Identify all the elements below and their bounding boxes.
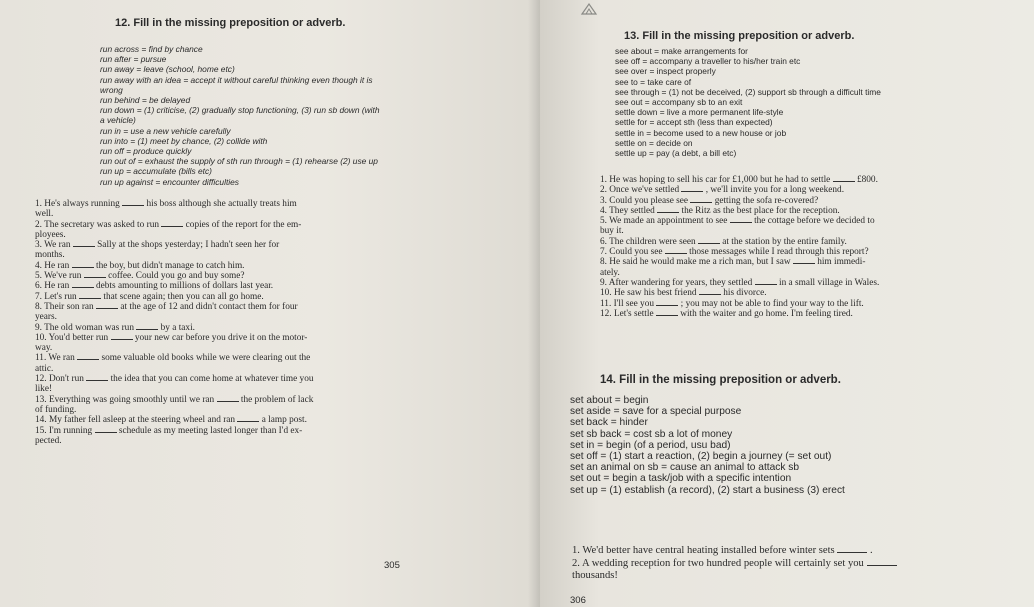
definition-line: set an animal on sb = cause an animal to attack sb	[570, 462, 800, 474]
answer-blank[interactable]	[161, 225, 183, 227]
exercise-line	[572, 558, 897, 571]
exercise-line	[600, 268, 879, 278]
sentence-text: 9. After wandering for years, they settled	[600, 277, 753, 288]
exercise-line	[35, 281, 314, 291]
sentence-text: copies of the report for the em-	[185, 219, 302, 230]
sentence-text: .	[869, 545, 873, 556]
definition-line: set sb back = cost sb a lot of money	[570, 428, 733, 440]
sentence-text: the boy, but didn't manage to catch him.	[96, 260, 245, 271]
exercise-line	[35, 374, 314, 384]
sentence-text: schedule as my meeting lasted longer than I'd ex-	[118, 425, 303, 436]
sentence-text: years.	[35, 312, 57, 323]
sentence-text: thousands!	[572, 570, 618, 581]
sentence-text: way.	[35, 343, 53, 354]
answer-blank[interactable]	[86, 379, 108, 381]
exercise-line	[572, 570, 897, 583]
definition-line: run behind = be delayed	[100, 95, 191, 106]
sentence-text: 14. My father fell asleep at the steering wheel and ran	[35, 415, 236, 426]
sentence-text: 13. Everything was going smoothly until we ran	[35, 394, 215, 405]
sentence-text: some valuable old books while we were clearing out the	[101, 353, 311, 364]
answer-blank[interactable]	[793, 262, 815, 264]
definition-line: run off = produce quickly	[100, 146, 192, 157]
sentence-text: 7. Could you see	[600, 247, 663, 258]
answer-blank[interactable]	[96, 307, 118, 309]
exercise-line	[600, 299, 879, 309]
definition-line: run down = (1) criticise, (2) gradually stop functioning, (3) run sb down (with	[100, 105, 380, 116]
exercise-line	[35, 220, 314, 230]
answer-blank[interactable]	[665, 252, 687, 254]
definition-line: settle in = become used to a new house or job	[615, 127, 787, 138]
sentence-text: your new car before you drive it on the motor-	[134, 332, 308, 343]
answer-blank[interactable]	[690, 201, 712, 203]
sentence-text: at the age of 12 and didn't contact them for four	[120, 301, 298, 312]
sentence-text: £800.	[856, 175, 878, 185]
answer-blank[interactable]	[833, 180, 855, 182]
definition-line: run away = leave (school, home etc)	[100, 64, 235, 75]
answer-blank[interactable]	[657, 211, 679, 213]
definition-line: settle up = pay (a debt, a bill etc)	[615, 148, 737, 159]
exercise-line	[35, 199, 314, 209]
exercise-12-definitions	[100, 44, 380, 187]
exercise-13-heading: 13. Fill in the missing preposition or adverb.	[624, 30, 855, 42]
sentence-text: the problem of lack	[240, 394, 314, 405]
page-number: 305	[384, 560, 400, 571]
exercise-line	[600, 278, 879, 288]
exercise-line	[600, 247, 879, 257]
sentence-text: 5. We made an appointment to see	[600, 216, 728, 227]
exercise-14-heading: 14. Fill in the missing preposition or adverb.	[600, 374, 841, 386]
exercise-line	[35, 230, 314, 240]
definition-line: see out = accompany sb to an exit	[615, 97, 743, 108]
definition-line: run out of = exhaust the supply of sth run through = (1) rehearse (2) use up	[100, 156, 378, 167]
definition-line: settle for = accept sth (less than expected)	[615, 117, 773, 128]
definition-line: set out = begin a task/job with a specific intention	[570, 473, 792, 485]
definition-line: set back = hinder	[570, 417, 648, 429]
sentence-text: ployees.	[35, 229, 66, 240]
answer-blank[interactable]	[867, 564, 897, 566]
answer-blank[interactable]	[837, 551, 867, 553]
sentence-text: 15. I'm running	[35, 425, 93, 436]
sentence-text: pected.	[35, 435, 62, 446]
sentence-text: debts amounting to millions of dollars last year.	[96, 281, 274, 292]
answer-blank[interactable]	[122, 204, 144, 206]
answer-blank[interactable]	[237, 420, 259, 422]
exercise-line	[600, 185, 879, 195]
sentence-text: those messages while I read through this report?	[689, 247, 869, 258]
exercise-line	[35, 436, 314, 446]
definition-line: run away with an idea = accept it without careful thinking even though it is	[100, 74, 373, 85]
sentence-text: his divorce.	[723, 288, 767, 299]
sentence-text: a lamp post.	[261, 415, 307, 426]
sentence-text: 12. Let's settle	[600, 308, 654, 319]
exercise-13-definitions	[615, 46, 881, 158]
sentence-text: 1. He's always running	[35, 199, 120, 209]
answer-blank[interactable]	[730, 221, 752, 223]
answer-blank[interactable]	[656, 304, 678, 306]
definition-line: settle down = live a more permanent life-style	[615, 107, 784, 118]
exercise-line	[35, 312, 314, 322]
sentence-text: with the waiter and go home. I'm feeling tired.	[680, 308, 853, 319]
right-page	[540, 0, 1034, 607]
answer-blank[interactable]	[77, 358, 99, 360]
exercise-line	[35, 384, 314, 394]
page-number: 306	[570, 595, 586, 606]
sentence-text: Sally at the shops yesterday; I hadn't seen her for	[97, 240, 280, 251]
sentence-text: his boss although she actually treats him	[146, 199, 297, 209]
sentence-text: in a small village in Wales.	[778, 277, 880, 288]
sentence-text: him immedi-	[817, 257, 866, 268]
definition-line: run up = accumulate (bills etc)	[100, 166, 212, 177]
definition-line: set about = begin	[570, 395, 649, 406]
sentence-text: 8. Their son ran	[35, 301, 94, 312]
definition-line: set up = (1) establish (a record), (2) start a business (3) erect	[570, 484, 845, 496]
sentence-text: 4. They settled	[600, 205, 655, 216]
answer-blank[interactable]	[136, 328, 158, 330]
exercise-line	[35, 240, 314, 250]
exercise-line	[600, 226, 879, 236]
answer-blank[interactable]	[681, 190, 703, 192]
exercise-line	[35, 364, 314, 374]
answer-blank[interactable]	[95, 431, 117, 433]
sentence-text: of funding.	[35, 404, 77, 415]
sentence-text: the idea that you can come home at whatever time you	[110, 374, 314, 385]
sentence-text: 11. I'll see you	[600, 298, 655, 309]
sentence-text: 12. Don't run	[35, 374, 84, 385]
definition-line: run after = pursue	[100, 54, 167, 65]
sentence-text: attic.	[35, 363, 54, 374]
answer-blank[interactable]	[656, 314, 678, 316]
sentence-text: buy it.	[600, 226, 624, 237]
answer-blank[interactable]	[111, 338, 133, 340]
answer-blank[interactable]	[698, 242, 720, 244]
sentence-text: 9. The old woman was run	[35, 322, 134, 333]
sentence-text: at the station by the entire family.	[722, 236, 847, 247]
answer-blank[interactable]	[755, 283, 777, 285]
sentence-text: that scene again; then you can all go home.	[103, 291, 264, 302]
exercise-line	[35, 353, 314, 363]
sentence-text: 10. He saw his best friend	[600, 288, 697, 299]
sentence-text: well.	[35, 209, 54, 220]
definition-line: set aside = save for a special purpose	[570, 406, 742, 418]
sentence-text: months.	[35, 250, 65, 261]
exercise-line	[600, 257, 879, 267]
sentence-text: 2. The secretary was asked to run	[35, 219, 160, 230]
definition-line: run into = (1) meet by chance, (2) collide with	[100, 135, 268, 146]
exercise-line	[35, 343, 314, 353]
exercise-12-sentences	[35, 199, 314, 446]
answer-blank[interactable]	[699, 293, 721, 295]
answer-blank[interactable]	[84, 276, 106, 278]
answer-blank[interactable]	[72, 286, 94, 288]
sentence-text: by a taxi.	[160, 322, 195, 333]
exercise-line	[35, 426, 314, 436]
definition-line: run up against = encounter difficulties	[100, 176, 239, 187]
exercise-line	[35, 271, 314, 281]
answer-blank[interactable]	[73, 245, 95, 247]
exercise-12-heading: 12. Fill in the missing preposition or adverb.	[115, 17, 346, 29]
sentence-text: , we'll invite you for a long weekend.	[705, 185, 845, 196]
answer-blank[interactable]	[79, 297, 101, 299]
sentence-text: 10. You'd better run	[35, 332, 109, 343]
sentence-text: 3. We ran	[35, 240, 71, 251]
definition-line: wrong	[100, 84, 123, 95]
definition-line: see over = inspect properly	[615, 66, 716, 77]
exercise-line	[35, 405, 314, 415]
exercise-14-definitions	[570, 395, 845, 496]
sentence-text: 11. We ran	[35, 353, 75, 364]
sentence-text: 2. A wedding reception for two hundred people will certainly set you	[572, 557, 864, 569]
definition-line: settle on = decide on	[615, 137, 693, 148]
exercise-line	[35, 415, 314, 425]
sentence-text: 1. We'd better have central heating installed before winter sets	[572, 545, 835, 556]
sentence-text: ately.	[600, 267, 620, 278]
exercise-line	[600, 237, 879, 247]
sentence-text: getting the sofa re-covered?	[714, 195, 819, 206]
exercise-line	[600, 175, 879, 185]
exercise-line	[600, 216, 879, 226]
sentence-text: 1. He was hoping to sell his car for £1,000 but he had to settle	[600, 175, 831, 185]
answer-blank[interactable]	[72, 266, 94, 268]
exercise-line	[600, 309, 879, 319]
sentence-text: 6. The children were seen	[600, 236, 696, 247]
definition-line: run across = find by chance	[100, 44, 203, 54]
definition-line: see through = (1) not be deceived, (2) support sb through a difficult time	[615, 86, 881, 97]
exercise-line	[600, 288, 879, 298]
sentence-text: coffee. Could you go and buy some?	[108, 271, 245, 282]
definition-line: see about = make arrangements for	[615, 46, 748, 56]
exercise-line	[35, 261, 314, 271]
sentence-text: the cottage before we decided to	[754, 216, 875, 227]
exercise-14-sentences	[572, 545, 897, 583]
definition-line: run in = use a new vehicle carefully	[100, 125, 231, 136]
sentence-text: 5. We've run	[35, 271, 82, 282]
sentence-text: 2. Once we've settled	[600, 185, 680, 196]
sentence-text: ; you may not be able to find your way to the lift.	[680, 298, 864, 309]
exercise-line	[35, 395, 314, 405]
definition-line: set off = (1) start a reaction, (2) begin a journey (= set out)	[570, 451, 832, 463]
definition-line: see off = accompany a traveller to his/her train etc	[615, 56, 801, 67]
sentence-text: 6. He ran	[35, 281, 70, 292]
book-logo-icon	[580, 2, 598, 16]
exercise-line	[572, 545, 897, 558]
exercise-line	[600, 196, 879, 206]
exercise-line	[35, 302, 314, 312]
exercise-line	[35, 250, 314, 260]
definition-line: set in = begin (of a period, usu bad)	[570, 439, 731, 451]
exercise-13-sentences	[600, 175, 879, 319]
answer-blank[interactable]	[217, 400, 239, 402]
exercise-line	[35, 333, 314, 343]
sentence-text: the Ritz as the best place for the reception.	[681, 205, 840, 216]
sentence-text: 7. Let's run	[35, 291, 77, 302]
exercise-line	[35, 323, 314, 333]
sentence-text: like!	[35, 384, 53, 395]
definition-line: see to = take care of	[615, 76, 692, 87]
sentence-text: 4. He ran	[35, 260, 70, 271]
exercise-line	[35, 209, 314, 219]
exercise-line	[600, 206, 879, 216]
sentence-text: 3. Could you please see	[600, 195, 689, 206]
definition-line: a vehicle)	[100, 115, 136, 126]
sentence-text: 8. He said he would make me a rich man, but I saw	[600, 257, 791, 268]
exercise-line	[35, 292, 314, 302]
